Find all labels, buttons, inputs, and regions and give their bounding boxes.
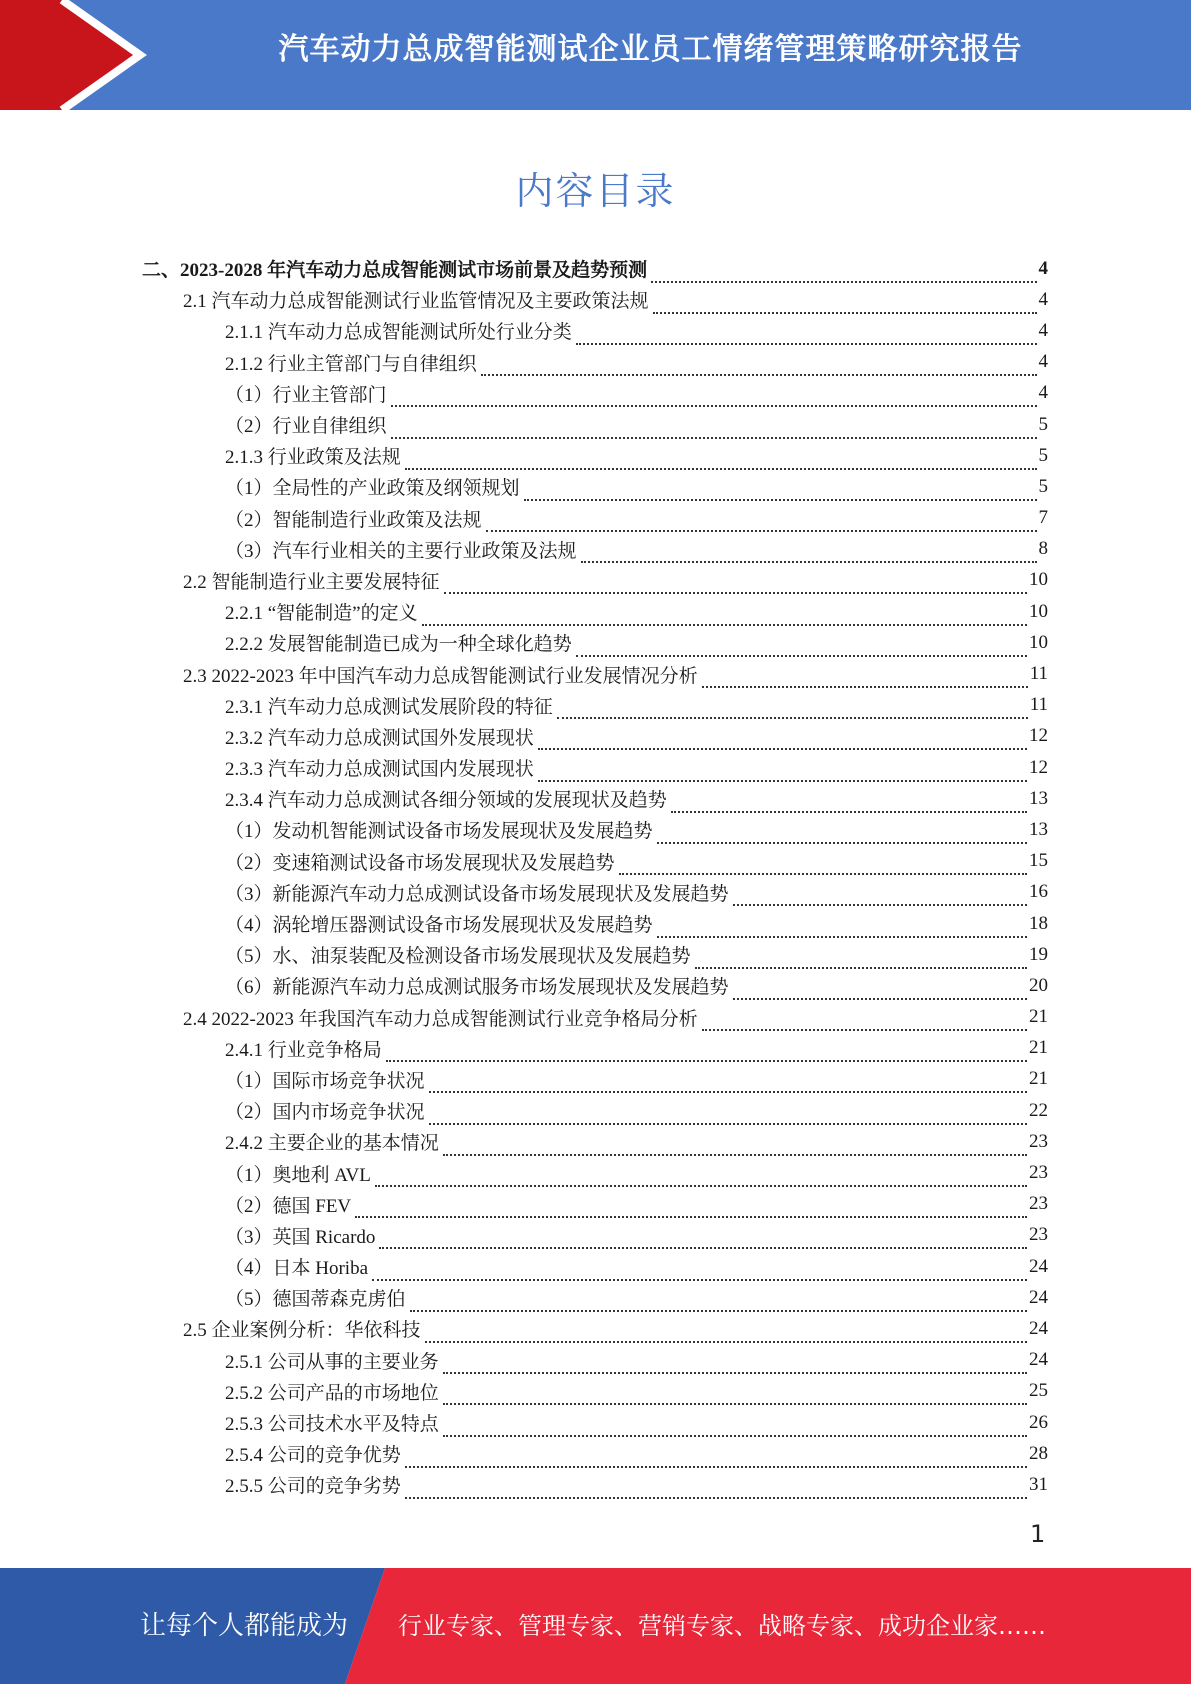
toc-entry[interactable] (0, 908, 1048, 939)
toc-entry-label: 2.1.1 汽车动力总成智能测试所处行业分类 (225, 322, 572, 344)
toc-entry-label: （2）变速箱测试设备市场发展现状及发展趋势 (225, 852, 615, 874)
toc-entry-label: 2.5.4 公司的竞争优势 (225, 1445, 401, 1467)
toc-entry-page: 5 (1038, 444, 1048, 466)
toc-entry[interactable] (0, 565, 1048, 596)
toc-entry[interactable] (0, 814, 1048, 845)
toc-entry-page: 12 (1029, 725, 1048, 747)
toc-dot-leader (481, 354, 1037, 376)
toc-dot-leader (671, 791, 1027, 813)
toc-entry-label: 2.2.1 “智能制造”的定义 (225, 603, 418, 625)
toc-entry-label: 2.3.3 汽车动力总成测试国内发展现状 (225, 759, 534, 781)
toc-entry[interactable] (0, 1251, 1048, 1282)
toc-entry[interactable] (0, 440, 1048, 471)
toc-entry-label: （3）英国 Ricardo (225, 1226, 376, 1248)
toc-entry-page: 4 (1038, 319, 1048, 341)
toc-entry[interactable] (0, 1313, 1048, 1344)
toc-entry[interactable] (0, 1438, 1048, 1469)
toc-dot-leader (443, 1415, 1027, 1437)
toc-entry[interactable] (0, 534, 1048, 565)
toc-entry[interactable] (0, 471, 1048, 502)
toc-entry-page: 24 (1029, 1255, 1048, 1277)
table-of-contents (0, 253, 1191, 1501)
toc-entry[interactable] (0, 1126, 1048, 1157)
toc-entry-page: 13 (1029, 787, 1048, 809)
page-number: 1 (1030, 1520, 1046, 1548)
toc-entry[interactable] (0, 1376, 1048, 1407)
toc-dot-leader (372, 1259, 1027, 1281)
toc-entry-label: （1）全局性的产业政策及纲领规划 (225, 478, 520, 500)
toc-entry[interactable] (0, 347, 1048, 378)
toc-entry-label: 2.5 企业案例分析：华依科技 (183, 1320, 421, 1342)
toc-entry[interactable] (0, 690, 1048, 721)
toc-entry[interactable] (0, 970, 1048, 1001)
toc-dot-leader (657, 822, 1027, 844)
toc-entry-page: 26 (1029, 1411, 1048, 1433)
footer-slogan-left: 让每个人都能成为 (140, 1611, 349, 1641)
toc-entry-label: 2.3.4 汽车动力总成测试各细分领域的发展现状及趋势 (225, 790, 667, 812)
toc-entry-page: 24 (1029, 1349, 1048, 1371)
toc-entry-label: 2.5.2 公司产品的市场地位 (225, 1382, 439, 1404)
toc-dot-leader (486, 510, 1037, 532)
toc-entry-label: （4）涡轮增压器测试设备市场发展现状及发展趋势 (225, 915, 653, 937)
page-header (0, 0, 1191, 110)
toc-entry[interactable] (0, 846, 1048, 877)
toc-dot-leader (405, 1477, 1027, 1499)
toc-entry-page: 23 (1029, 1193, 1048, 1215)
toc-entry-page: 10 (1029, 600, 1048, 622)
toc-dot-leader (443, 1383, 1027, 1405)
toc-entry-label: 二、2023-2028 年汽车动力总成智能测试市场前景及趋势预测 (142, 260, 648, 282)
toc-dot-leader (379, 1227, 1027, 1249)
toc-entry-label: （1）行业主管部门 (225, 384, 387, 406)
toc-entry-label: （5）德国蒂森克虏伯 (225, 1289, 406, 1311)
toc-entry-label: 2.1.3 行业政策及法规 (225, 447, 401, 469)
toc-dot-leader (576, 635, 1027, 657)
toc-entry-label: （3）新能源汽车动力总成测试设备市场发展现状及发展趋势 (225, 883, 729, 905)
toc-entry-page: 8 (1038, 538, 1048, 560)
toc-entry-label: 2.2.2 发展智能制造已成为一种全球化趋势 (225, 634, 572, 656)
toc-entry[interactable] (0, 1282, 1048, 1313)
toc-dot-leader (653, 292, 1037, 314)
toc-dot-leader (695, 947, 1027, 969)
toc-entry-label: （2）国内市场竞争状况 (225, 1102, 425, 1124)
footer-slogan-right: 行业专家、管理专家、营销专家、战略专家、成功企业家…… (398, 1612, 1046, 1640)
toc-entry[interactable] (0, 596, 1048, 627)
toc-dot-leader (375, 1165, 1027, 1187)
toc-entry-page: 16 (1029, 881, 1048, 903)
toc-dot-leader (702, 666, 1028, 688)
toc-entry[interactable] (0, 1345, 1048, 1376)
toc-entry[interactable] (0, 1095, 1048, 1126)
toc-entry-label: 2.2 智能制造行业主要发展特征 (183, 571, 440, 593)
toc-dot-leader (733, 978, 1027, 1000)
toc-dot-leader (733, 884, 1027, 906)
toc-entry-page: 4 (1038, 288, 1048, 310)
toc-dot-leader (425, 1321, 1027, 1343)
toc-entry-label: 2.4 2022-2023 年我国汽车动力总成智能测试行业竞争格局分析 (183, 1008, 698, 1030)
toc-entry[interactable] (0, 1157, 1048, 1188)
toc-entry[interactable] (0, 1407, 1048, 1438)
toc-entry-page: 4 (1038, 351, 1048, 373)
toc-entry[interactable] (0, 409, 1048, 440)
toc-entry-label: 2.1.2 行业主管部门与自律组织 (225, 353, 477, 375)
toc-entry-page: 10 (1029, 569, 1048, 591)
toc-entry-label: 2.5.3 公司技术水平及特点 (225, 1414, 439, 1436)
toc-entry[interactable] (0, 315, 1048, 346)
toc-entry[interactable] (0, 503, 1048, 534)
toc-entry-page: 31 (1029, 1473, 1048, 1495)
toc-entry[interactable] (0, 658, 1048, 689)
toc-dot-leader (443, 1134, 1027, 1156)
toc-dot-leader (405, 1446, 1027, 1468)
toc-entry-page: 12 (1029, 756, 1048, 778)
toc-entry-page: 21 (1029, 1068, 1048, 1090)
toc-entry-page: 28 (1029, 1442, 1048, 1464)
toc-entry-label: （2）行业自律组织 (225, 416, 387, 438)
toc-entry-page: 24 (1029, 1286, 1048, 1308)
toc-dot-leader (429, 1103, 1027, 1125)
toc-entry-page: 23 (1029, 1162, 1048, 1184)
toc-dot-leader (391, 417, 1037, 439)
toc-entry-label: 2.4.1 行业竞争格局 (225, 1039, 382, 1061)
toc-dot-leader (702, 1009, 1027, 1031)
toc-entry-label: 2.4.2 主要企业的基本情况 (225, 1133, 439, 1155)
page-footer (0, 1568, 1191, 1684)
toc-entry-page: 23 (1029, 1130, 1048, 1152)
toc-dot-leader (619, 853, 1027, 875)
toc-entry-page: 4 (1038, 382, 1048, 404)
toc-dot-leader (557, 697, 1028, 719)
toc-entry[interactable] (0, 939, 1048, 970)
toc-entry-page: 25 (1029, 1380, 1048, 1402)
toc-entry-label: （1）奥地利 AVL (225, 1164, 371, 1186)
toc-heading: 内容目录 (515, 169, 676, 213)
toc-entry-page: 22 (1029, 1099, 1048, 1121)
toc-entry[interactable] (0, 1002, 1048, 1033)
toc-dot-leader (657, 916, 1027, 938)
toc-entry[interactable] (0, 1220, 1048, 1251)
toc-entry[interactable] (0, 721, 1048, 752)
toc-entry[interactable] (0, 253, 1048, 284)
toc-entry[interactable] (0, 1469, 1048, 1500)
toc-entry-label: 2.5.5 公司的竞争劣势 (225, 1476, 401, 1498)
toc-entry-page: 23 (1029, 1224, 1048, 1246)
toc-entry[interactable] (0, 378, 1048, 409)
toc-dot-leader (576, 323, 1037, 345)
toc-entry[interactable] (0, 627, 1048, 658)
toc-dot-leader (538, 760, 1027, 782)
toc-entry[interactable] (0, 284, 1048, 315)
toc-entry-page: 20 (1029, 974, 1048, 996)
toc-entry-page: 13 (1029, 818, 1048, 840)
toc-entry-page: 5 (1038, 413, 1048, 435)
toc-dot-leader (651, 261, 1036, 283)
toc-entry-page: 21 (1029, 1037, 1048, 1059)
toc-entry[interactable] (0, 783, 1048, 814)
toc-dot-leader (405, 448, 1037, 470)
toc-entry-label: （1）国际市场竞争状况 (225, 1070, 425, 1092)
toc-entry-page: 11 (1029, 694, 1048, 716)
toc-dot-leader (391, 385, 1037, 407)
report-title: 汽车动力总成智能测试企业员工情绪管理策略研究报告 (278, 32, 1023, 67)
toc-entry-page: 10 (1029, 631, 1048, 653)
toc-dot-leader (581, 541, 1037, 563)
toc-dot-leader (538, 728, 1027, 750)
toc-dot-leader (443, 1352, 1027, 1374)
toc-entry-label: （2）智能制造行业政策及法规 (225, 509, 482, 531)
toc-entry[interactable] (0, 752, 1048, 783)
toc-dot-leader (422, 604, 1027, 626)
toc-entry-page: 5 (1038, 475, 1048, 497)
toc-entry-page: 24 (1029, 1317, 1048, 1339)
toc-entry-label: 2.5.1 公司从事的主要业务 (225, 1351, 439, 1373)
toc-dot-leader (524, 479, 1037, 501)
toc-dot-leader (444, 572, 1027, 594)
toc-dot-leader (429, 1071, 1027, 1093)
toc-dot-leader (386, 1040, 1027, 1062)
toc-entry-label: （5）水、油泵装配及检测设备市场发展现状及发展趋势 (225, 946, 691, 968)
toc-entry-label: 2.3 2022-2023 年中国汽车动力总成智能测试行业发展情况分析 (183, 665, 698, 687)
toc-entry-page: 4 (1038, 257, 1048, 279)
toc-entry-page: 19 (1029, 943, 1048, 965)
toc-dot-leader (355, 1196, 1027, 1218)
toc-entry-label: （2）德国 FEV (225, 1195, 352, 1217)
toc-entry[interactable] (0, 1064, 1048, 1095)
toc-entry-label: 2.3.2 汽车动力总成测试国外发展现状 (225, 727, 534, 749)
toc-entry[interactable] (0, 1189, 1048, 1220)
toc-entry-page: 21 (1029, 1006, 1048, 1028)
toc-dot-leader (410, 1290, 1027, 1312)
toc-entry-label: （1）发动机智能测试设备市场发展现状及发展趋势 (225, 821, 653, 843)
toc-entry-label: 2.1 汽车动力总成智能测试行业监管情况及主要政策法规 (183, 291, 649, 313)
toc-entry-label: （6）新能源汽车动力总成测试服务市场发展现状及发展趋势 (225, 977, 729, 999)
toc-entry-label: （4）日本 Horiba (225, 1258, 369, 1280)
toc-entry-page: 7 (1038, 507, 1048, 529)
toc-entry[interactable] (0, 1033, 1048, 1064)
toc-entry-page: 11 (1029, 663, 1048, 685)
toc-entry-page: 15 (1029, 850, 1048, 872)
toc-entry-label: （3）汽车行业相关的主要行业政策及法规 (225, 540, 577, 562)
toc-entry[interactable] (0, 877, 1048, 908)
toc-entry-label: 2.3.1 汽车动力总成测试发展阶段的特征 (225, 696, 553, 718)
toc-entry-page: 18 (1029, 912, 1048, 934)
